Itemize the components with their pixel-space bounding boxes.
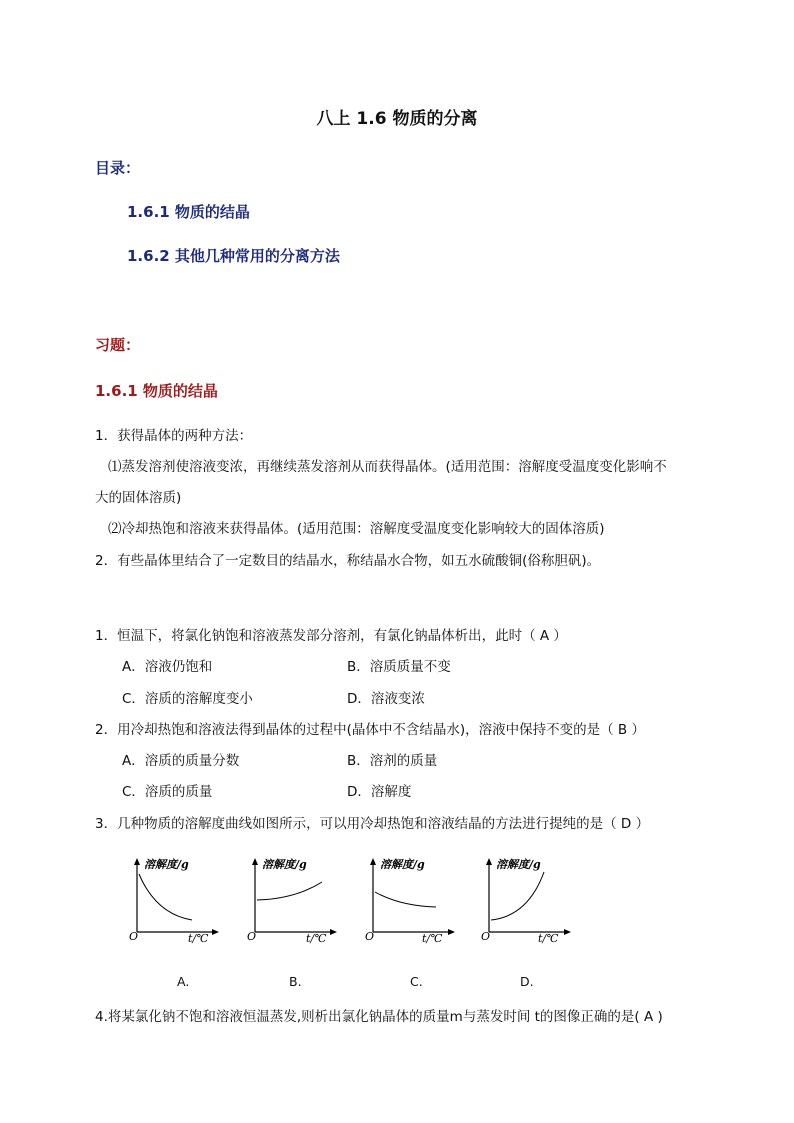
solubility-graph-a bbox=[120, 852, 220, 944]
solubility-graph-c bbox=[358, 852, 458, 944]
question-1-option-c: C．溶质的溶解度变小 bbox=[122, 691, 253, 707]
graph-c-xlabel: t/℃ bbox=[422, 932, 443, 944]
toc-heading: 目录： bbox=[95, 159, 141, 177]
graph-caption-b: B. bbox=[289, 974, 302, 989]
solubility-graph-b bbox=[240, 852, 340, 944]
question-1-stem: 1．恒温下，将氯化钠饱和溶液蒸发部分溶剂，有氯化钠晶体析出，此时（ A ） bbox=[95, 628, 567, 644]
solubility-graph-d bbox=[476, 852, 576, 944]
question-2-stem: 2．用冷却热饱和溶液法得到晶体的过程中(晶体中不含结晶水)，溶液中保持不变的是（ B ） bbox=[95, 722, 645, 738]
note-1a-line2: 大的固体溶质) bbox=[95, 490, 182, 506]
toc-item-2[interactable]: 1.6.2 其他几种常用的分离方法 bbox=[127, 247, 340, 265]
graph-a-origin: O bbox=[129, 930, 139, 943]
question-2-option-d: D．溶解度 bbox=[347, 784, 412, 800]
note-2: 2．有些晶体里结合了一定数目的结晶水，称结晶水合物，如五水硫酸铜(俗称胆矾)。 bbox=[95, 553, 601, 569]
question-2-option-a: A．溶质的质量分数 bbox=[122, 753, 240, 769]
question-4-stem: 4.将某氯化钠不饱和溶液恒温蒸发,则析出氯化钠晶体的质量m与蒸发时间 t的图像正确的是( A ) bbox=[95, 1009, 663, 1025]
graph-b-ylabel: 溶解度/g bbox=[262, 858, 307, 871]
graph-c-origin: O bbox=[365, 930, 375, 943]
question-1-option-b: B．溶质质量不变 bbox=[347, 659, 451, 675]
question-3-stem: 3．几种物质的溶解度曲线如图所示，可以用冷却热饱和溶液结晶的方法进行提纯的是（ D ） bbox=[95, 816, 650, 832]
graph-a-ylabel: 溶解度/g bbox=[144, 858, 189, 871]
exercises-heading: 习题： bbox=[95, 336, 141, 354]
graph-d-xlabel: t/℃ bbox=[538, 932, 559, 944]
question-1-option-d: D．溶液变浓 bbox=[347, 691, 425, 707]
graph-caption-a: A. bbox=[177, 974, 190, 989]
graph-b-xlabel: t/℃ bbox=[306, 932, 327, 944]
page-title: 八上 1.6 物质的分离 bbox=[316, 109, 478, 129]
graph-d-origin: O bbox=[481, 930, 491, 943]
note-1: 1．获得晶体的两种方法： bbox=[95, 428, 253, 444]
graph-caption-c: C. bbox=[410, 974, 423, 989]
graph-c-ylabel: 溶解度/g bbox=[380, 858, 425, 871]
question-2-option-b: B．溶剂的质量 bbox=[347, 753, 438, 769]
section-heading: 1.6.1 物质的结晶 bbox=[95, 382, 218, 400]
question-2-option-c: C．溶质的质量 bbox=[122, 784, 213, 800]
graph-a-xlabel: t/℃ bbox=[188, 932, 209, 944]
question-1-option-a: A．溶液仍饱和 bbox=[122, 659, 213, 675]
note-1b: ⑵冷却热饱和溶液来获得晶体。(适用范围：溶解度受温度变化影响较大的固体溶质) bbox=[108, 521, 605, 537]
graph-d-ylabel: 溶解度/g bbox=[496, 858, 541, 871]
toc-item-1[interactable]: 1.6.1 物质的结晶 bbox=[127, 203, 250, 221]
graph-caption-d: D. bbox=[520, 974, 534, 989]
graph-b-origin: O bbox=[247, 930, 257, 943]
note-1a-line1: ⑴蒸发溶剂使溶液变浓，再继续蒸发溶剂从而获得晶体。(适用范围：溶解度受温度变化影响不 bbox=[108, 459, 667, 475]
